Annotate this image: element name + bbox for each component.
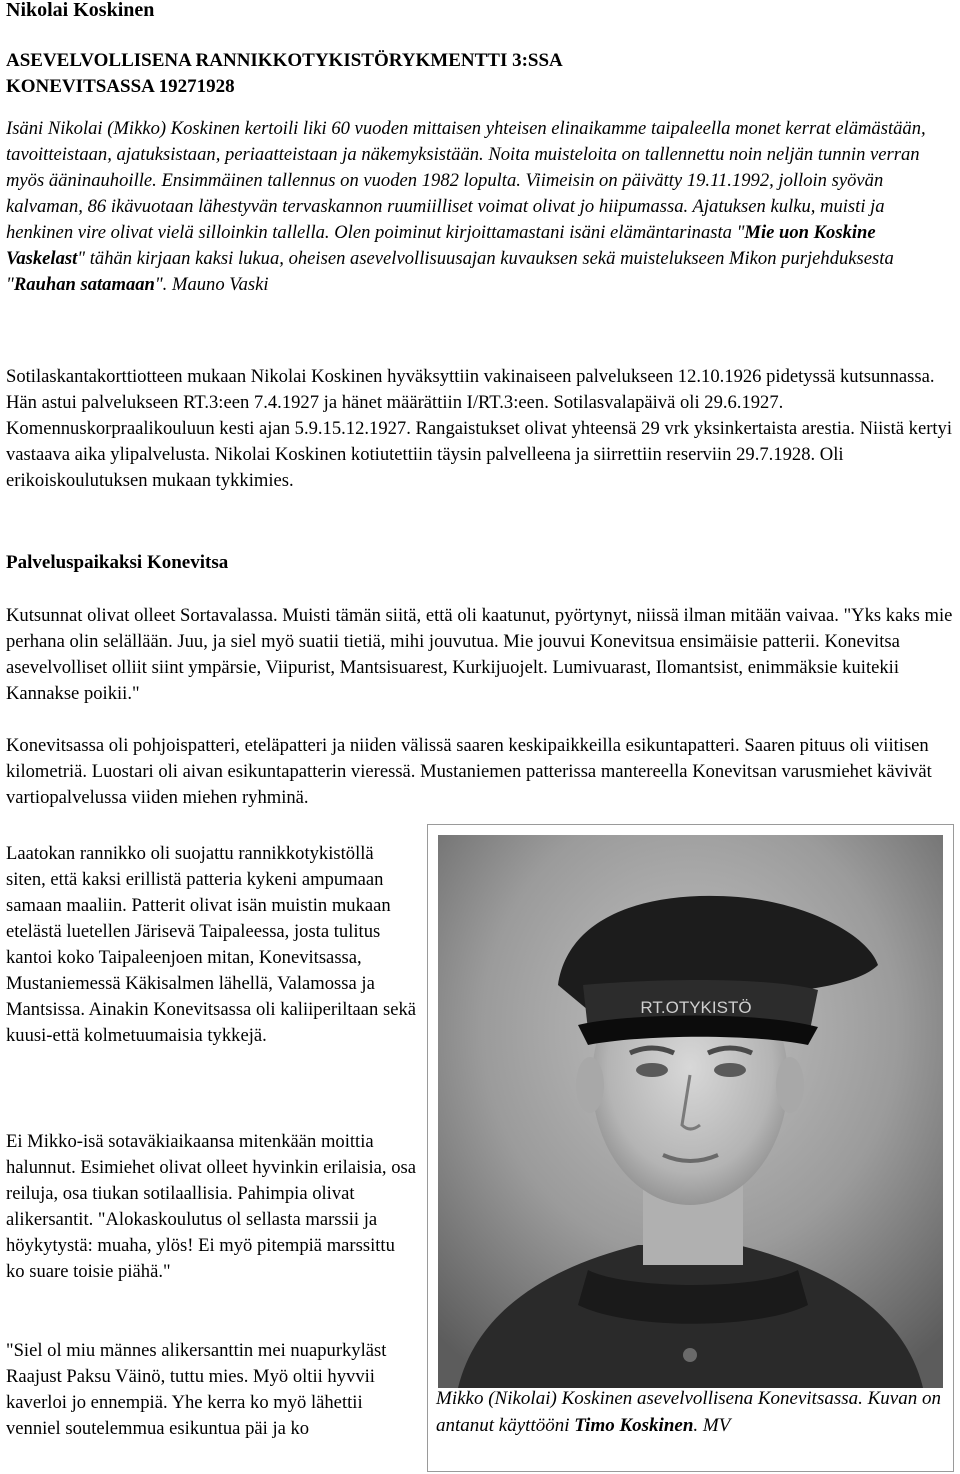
- intro-text-3: ". Mauno Vaski: [154, 274, 269, 295]
- chapter-heading: [6, 48, 946, 100]
- superiors-paragraph: Ei Mikko-isä sotaväkiaikaansa mitenkään moittia halunnut. Esimiehet olivat olleet hyvinkin erilaisia, osa reiluja, osa tiukan sotilaallisia. Pahimpia olivat alikersantit. "Alokaskoulutus ol sellasta marssii ja höykytystä: muaha, ylös! Ei myö pitempiä marssittu ko suare toisie piähä.": [6, 1131, 417, 1282]
- caption-text-2: . MV: [693, 1415, 731, 1436]
- document-title: Nikolai Koskinen: [6, 0, 155, 21]
- conscription-paragraph: Kutsunnat olivat olleet Sortavalassa. Muisti tämän siitä, että oli kaatunut, pyörtynyt, niissä ilman mitään vaivaa. "Yks kaks mie perhana olin selällään. Juu, ja siel myö suatii tietiä, mihi jouvutua. Mie jouvui Konevitsua ensimäisie patterii. Konevitsa asevelvolliset olliit siint ympärsie, Viipurist, Mantsisuarest, Kurkijuojelt. Lumivuarast, Ilomantsist, enimmäksie kuitekii Kannakse poikii.": [6, 605, 953, 704]
- cap-ribbon-text: RT.OTYKISTÖ: [640, 998, 752, 1017]
- service-record-paragraph: Sotilaskantakorttiotteen mukaan Nikolai Koskinen hyväksyttiin vakinaiseen palvelukseen 12.10.1926 pidetyssä kutsunnassa. Hän astui palvelukseen RT.3:een 7.4.1927 ja hänet määrättiin I/RT.3:een. Sotilasvalapäivä oli 29.6.1927. Komennuskorpraalikouluun kesti ajan 5.9.15.12.1927. Rangaistukset olivat yhteensä 29 vrk yksinkertaista arestia. Niistä kertyi vastaava aika ylipalvelusta. Nikolai Koskinen kotiutettiin täysin palvelleena ja siirrettiin reserviin 29.7.1928. Oli erikoiskoulutuksen mukaan tykkimies.: [6, 366, 953, 491]
- chapter-heading-line-2: KONEVITSASSA 19271928: [6, 76, 235, 97]
- portrait-illustration: [438, 835, 943, 1388]
- coast-artillery-paragraph: Laatokan rannikko oli suojattu rannikkotykistöllä siten, että kaksi erillistä patteria kykeni ampumaan samaan maaliin. Patterit olivat isän muistin mukaan etelästä luetellen Järisevä Taipaleessa, josta tulitus kantoi koko Taipaleenjoen mitan, Konevitsassa, Mustaniemessä Käkisalmen lähellä, Valamossa ja Mantsissa. Ainakin Konevitsassa oli kaliiperiltaan sekä kuusi-että kolmetuumaisia tykkejä.: [6, 843, 417, 1046]
- caption-credit-name: Timo Koskinen: [574, 1415, 694, 1436]
- sergeant-story-paragraph: "Siel ol miu männes alikersanttin mei nuapurkyläst Raajust Paksu Väinö, tuttu mies. Myö oltii hyvvii kaverloi jo ennempiä. Yhe kerra ko myö lähettii venniel soutelemmua esikuntua päi ja ko: [6, 1340, 387, 1439]
- konevitsa-paragraph: Konevitsassa oli pohjoispatteri, eteläpatteri ja niiden välissä saaren keskipaikkeilla esikuntapatteri. Saaren pituus oli viitisen kilometriä. Luostari oli aivan esikuntapatterin vieressä. Mustaniemen patterissa mantereella Konevitsan varusmiehet kävivät vartiopalvelussa viiden miehen ryhminä.: [6, 735, 932, 808]
- portrait-photo: [438, 835, 943, 1388]
- photo-figure: [427, 824, 954, 1472]
- intro-book-title: Mie uon Koskine Vaskelast: [6, 222, 876, 269]
- intro-paragraph: [6, 116, 954, 298]
- intro-text-1: Isäni Nikolai (Mikko) Koskinen kertoili liki 60 vuoden mittaisen yhteisen elinaikamme taipaleella monet kerrat elämästään, tavoitteistaan, ajatuksistaan, periaatteistaan ja näkemyksistään. Noita muisteloita on tallennettu noin neljän tunnin verran myös ääninauhoille. Ensimmäinen tallennus on vuoden 1982 lopulta. Viimeisin on päivätty 19.11.1992, jolloin syövän kalvaman, 86 ikävuotaan lähestyvän tervaskannon ruumiilliset voimat olivat jo hiipumassa. Ajatuksen kulku, muisti ja henkinen vire olivat vielä silloinkin tallella. Olen poiminut kirjoittamastani isäni elämäntarinasta ": [6, 118, 926, 243]
- caption-text-1: Mikko (Nikolai) Koskinen asevelvollisena Konevitsassa. Kuvan on antanut käyttööni: [436, 1388, 941, 1436]
- intro-chapter-title: Rauhan satamaan: [13, 274, 155, 295]
- section-heading: Palveluspaikaksi Konevitsa: [6, 552, 229, 573]
- photo-caption: [436, 1385, 941, 1439]
- chapter-heading-line-1: ASEVELVOLLISENA RANNIKKOTYKISTÖRYKMENTTI 3:SSA: [6, 50, 563, 71]
- intro-text-2: " tähän kirjaan kaksi lukua, oheisen asevelvollisuusajan kuvauksen sekä muistelukseen Mikon purjehduksesta ": [6, 248, 894, 295]
